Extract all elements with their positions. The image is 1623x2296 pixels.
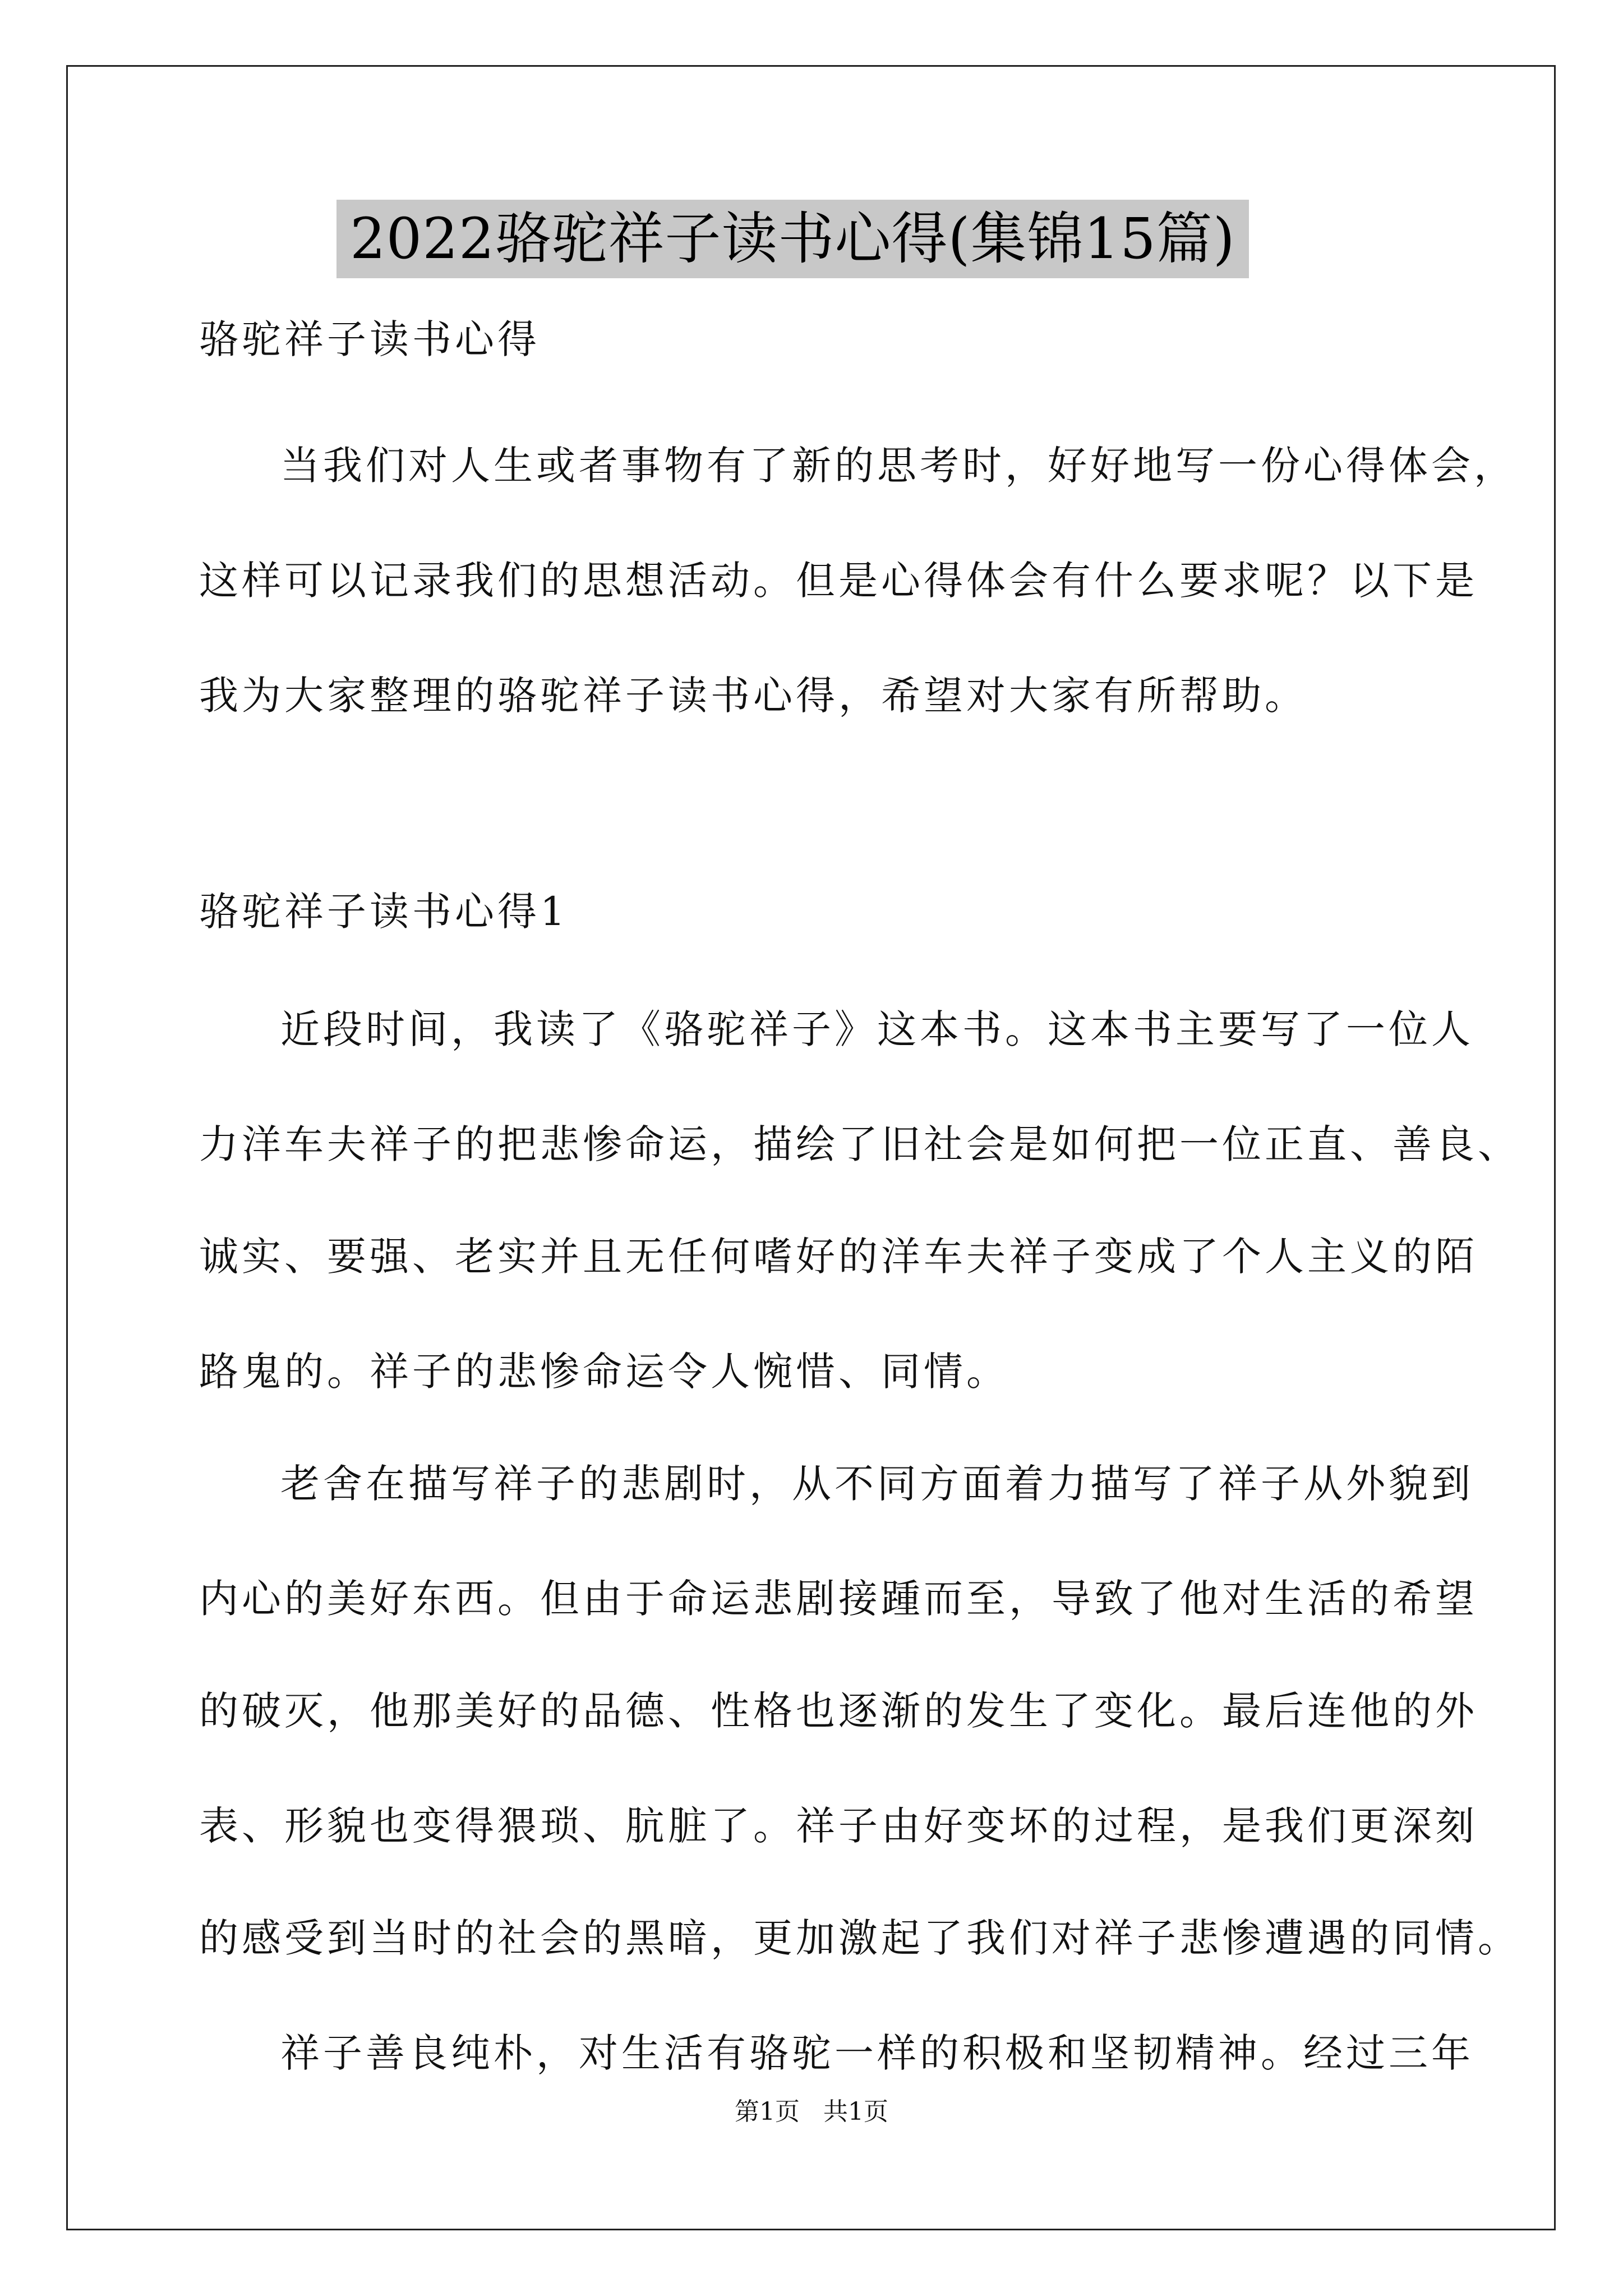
intro-line: 这样可以记录我们的思想活动。但是心得体会有什么要求呢？以下是 [199, 558, 1478, 604]
paragraph-line: 诚实、要强、老实并且无任何嗜好的洋车夫祥子变成了个人主义的陌 [199, 1234, 1478, 1280]
paragraph-line: 路鬼的。祥子的悲惨命运令人惋惜、同情。 [199, 1349, 1009, 1395]
intro-line: 当我们对人生或者事物有了新的思考时，好好地写一份心得体会， [280, 443, 1516, 489]
paragraph-line: 近段时间，我读了《骆驼祥子》这本书。这本书主要写了一位人 [280, 1006, 1474, 1052]
paragraph-line: 的感受到当时的社会的黑暗，更加激起了我们对祥子悲惨遭遇的同情。 [199, 1915, 1520, 1961]
paragraph-line: 内心的美好东西。但由于命运悲剧接踵而至，导致了他对生活的希望 [199, 1576, 1478, 1622]
essay-heading: 骆驼祥子读书心得1 [199, 889, 569, 935]
intro-line: 我为大家整理的骆驼祥子读书心得，希望对大家有所帮助。 [199, 673, 1307, 719]
paragraph-line: 表、形貌也变得猥琐、肮脏了。祥子由好变坏的过程，是我们更深刻 [199, 1803, 1478, 1849]
section-heading: 骆驼祥子读书心得 [199, 316, 540, 362]
paragraph-line: 老舍在描写祥子的悲剧时，从不同方面着力描写了祥子从外貌到 [280, 1461, 1474, 1507]
paragraph-line: 的破灭，他那美好的品德、性格也逐渐的发生了变化。最后连他的外 [199, 1688, 1478, 1734]
paragraph-line: 力洋车夫祥子的把悲惨命运，描绘了旧社会是如何把一位正直、善良、 [199, 1121, 1520, 1167]
paragraph-line: 祥子善良纯朴，对生活有骆驼一样的积极和坚韧精神。经过三年 [280, 2030, 1474, 2076]
document-title: 2022骆驼祥子读书心得(集锦15篇) [336, 200, 1249, 278]
page-number: 第1页 共1页 [735, 2097, 888, 2126]
